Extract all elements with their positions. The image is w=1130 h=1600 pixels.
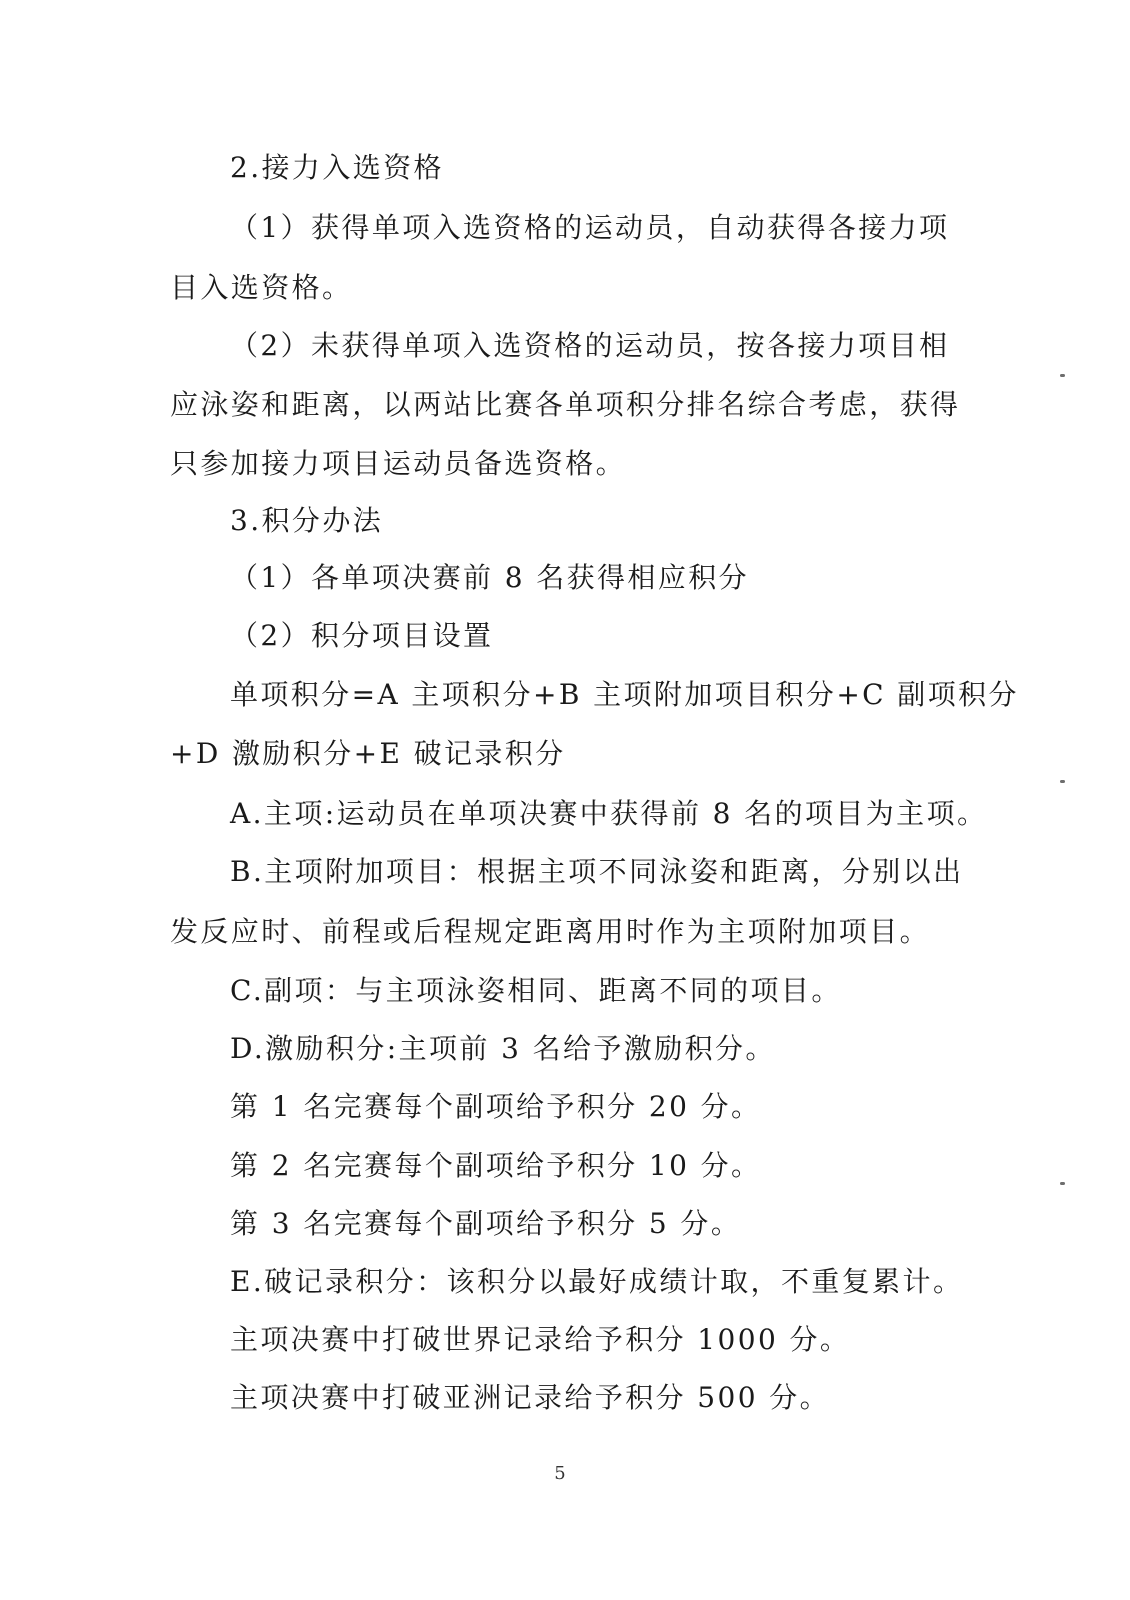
paragraph-line: 第 2 名完赛每个副项给予积分 10 分。 — [230, 1149, 762, 1182]
page-number: 5 — [554, 1463, 566, 1484]
paragraph-line: 应泳姿和距离，以两站比赛各单项积分排名综合考虑，获得 — [170, 388, 961, 421]
heading-relay-qualification: 2.接力入选资格 — [230, 151, 444, 184]
paragraph-line: （1）获得单项入选资格的运动员，自动获得各接力项 — [230, 211, 950, 244]
scan-speck — [1060, 780, 1065, 783]
paragraph-line: E.破记录积分：该积分以最好成绩计取，不重复累计。 — [230, 1265, 964, 1298]
paragraph-line: 第 1 名完赛每个副项给予积分 20 分。 — [230, 1090, 762, 1123]
scan-speck — [1060, 374, 1065, 377]
paragraph-line: 第 3 名完赛每个副项给予积分 5 分。 — [230, 1207, 742, 1240]
formula-line: +D 激励积分+E 破记录积分 — [170, 737, 566, 770]
paragraph-line: 发反应时、前程或后程规定距离用时作为主项附加项目。 — [170, 915, 931, 948]
paragraph-line: B.主项附加项目：根据主项不同泳姿和距离，分别以出 — [230, 855, 964, 888]
paragraph-line: 主项决赛中打破亚洲记录给予积分 500 分。 — [230, 1381, 831, 1414]
paragraph-line: （1）各单项决赛前 8 名获得相应积分 — [230, 561, 750, 594]
paragraph-line: 只参加接力项目运动员备选资格。 — [170, 447, 627, 480]
paragraph-line: （2）未获得单项入选资格的运动员，按各接力项目相 — [230, 329, 950, 362]
paragraph-line: A.主项:运动员在单项决赛中获得前 8 名的项目为主项。 — [230, 797, 988, 830]
paragraph-line: 目入选资格。 — [170, 271, 353, 304]
paragraph-line: D.激励积分:主项前 3 名给予激励积分。 — [230, 1032, 776, 1065]
paragraph-line: （2）积分项目设置 — [230, 619, 494, 652]
formula-line: 单项积分=A 主项积分+B 主项附加项目积分+C 副项积分 — [230, 678, 1019, 711]
scan-speck — [1060, 1182, 1065, 1185]
heading-scoring-method: 3.积分办法 — [230, 504, 384, 537]
paragraph-line: 主项决赛中打破世界记录给予积分 1000 分。 — [230, 1323, 851, 1356]
paragraph-line: C.副项：与主项泳姿相同、距离不同的项目。 — [230, 974, 842, 1007]
